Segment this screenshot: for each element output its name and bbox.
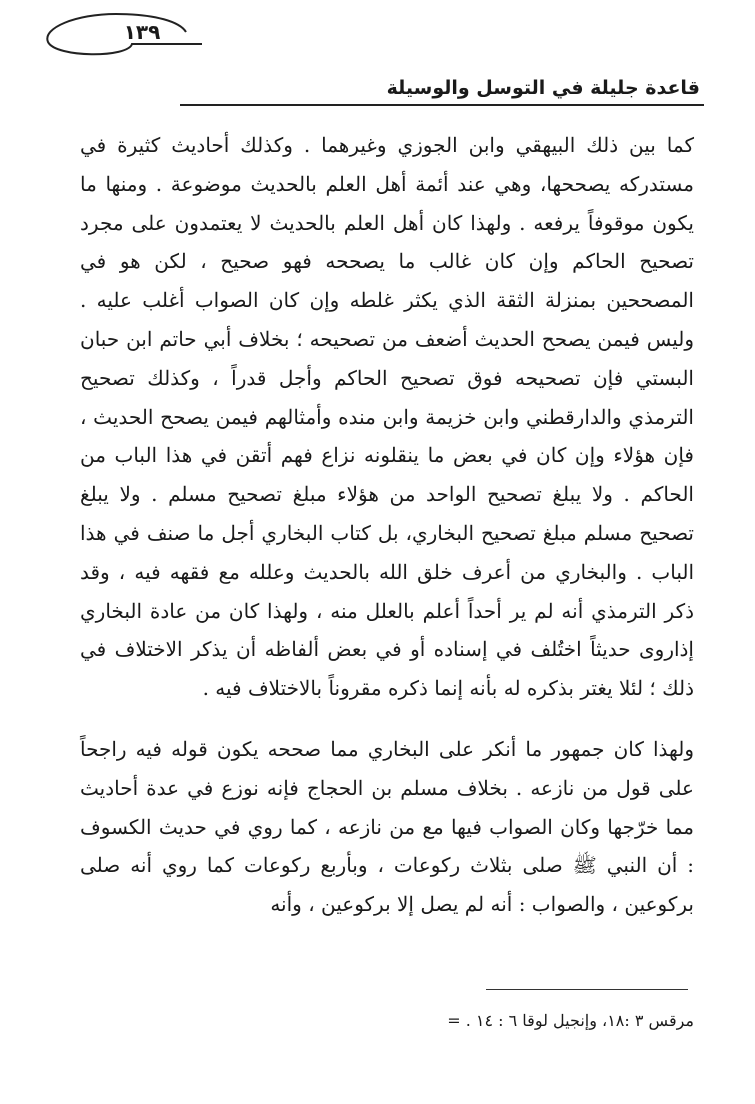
book-title: قاعدة جليلة في التوسل والوسيلة: [386, 77, 700, 99]
page-number: ١٣٩: [123, 20, 161, 44]
footnote-text: مرقس ٣ :١٨، وإنجيل لوقا ٦ : ١٤ .: [465, 1011, 694, 1030]
paragraph: كما بين ذلك البيهقي وابن الجوزي وغيرهما . وكذلك أحاديث كثيرة في مستدركه يصححها، وهي عند أئمة أهل العلم بالحديث موضوعة . ومنها ما يكون موقوفاً يرفعه . ولهذا كان أهل العلم بالحديث لا يعتمدون على مجرد تصحيح الحاكم وإن كان غالب ما يصححه فهو صحيح ، لكن هو في المصححين بمنزلة الثقة الذي يكثر غلطه وإن كان الصواب أغلب عليه . وليس فيمن يصحح الحديث أضعف من تصحيحه ؛ بخلاف أبي حاتم ابن حبان البستي فإن تصحيحه فوق تصحيح الحاكم وأجل قدراً ، وكذلك تصحيح الترمذي والدارقطني وابن خزيمة وابن منده وأمثالهم فيمن يصحح الحديث ، فإن هؤلاء وإن كان في بعض ما ينقلونه نزاع فهم أتقن في هذا الباب من الحاكم . ولا يبلغ تصحيح الواحد من هؤلاء مبلغ تصحيح مسلم . ولا يبلغ تصحيح مسلم مبلغ تصحيح البخاري، بل كتاب البخاري أجل ما صنف في هذا الباب . والبخاري من أعرف خلق الله بالحديث وعلله مع فقهه فيه ، وقد ذكر الترمذي أنه لم ير أحداً أعلم بالعلل منه ، ولهذا كان من عادة البخاري إذاروى حديثاً اختُلف في إسناده أو في بعض ألفاظه أن يذكر الاختلاف في ذلك ؛ لئلا يغتر بذكره له بأنه إنما ذكره مقروناً بالاختلاف فيه .: [80, 133, 694, 701]
header-rule: [180, 104, 704, 106]
main-text: [80, 126, 694, 924]
footnote: [380, 1010, 694, 1032]
paragraph: ولهذا كان جمهور ما أنكر على البخاري مما صححه يكون قوله فيه راجحاً على قول من نازعه . بخلاف مسلم بن الحجاج فإنه نوزع في عدة أحاديث مما خرّجها وكان الصواب فيها مع من نازعه ، كما روي في حديث الكسوف : أن النبي ﷺ صلى بثلاث ركوعات ، وبأربع ركوعات كما روي أنه صلى بركوعين ، والصواب : أنه لم يصل إلا بركوعين ، وأنه: [80, 736, 694, 917]
page-header: [84, 62, 704, 112]
footnote-rule: [486, 989, 688, 990]
footnote-continuation-mark: =: [447, 1011, 461, 1030]
